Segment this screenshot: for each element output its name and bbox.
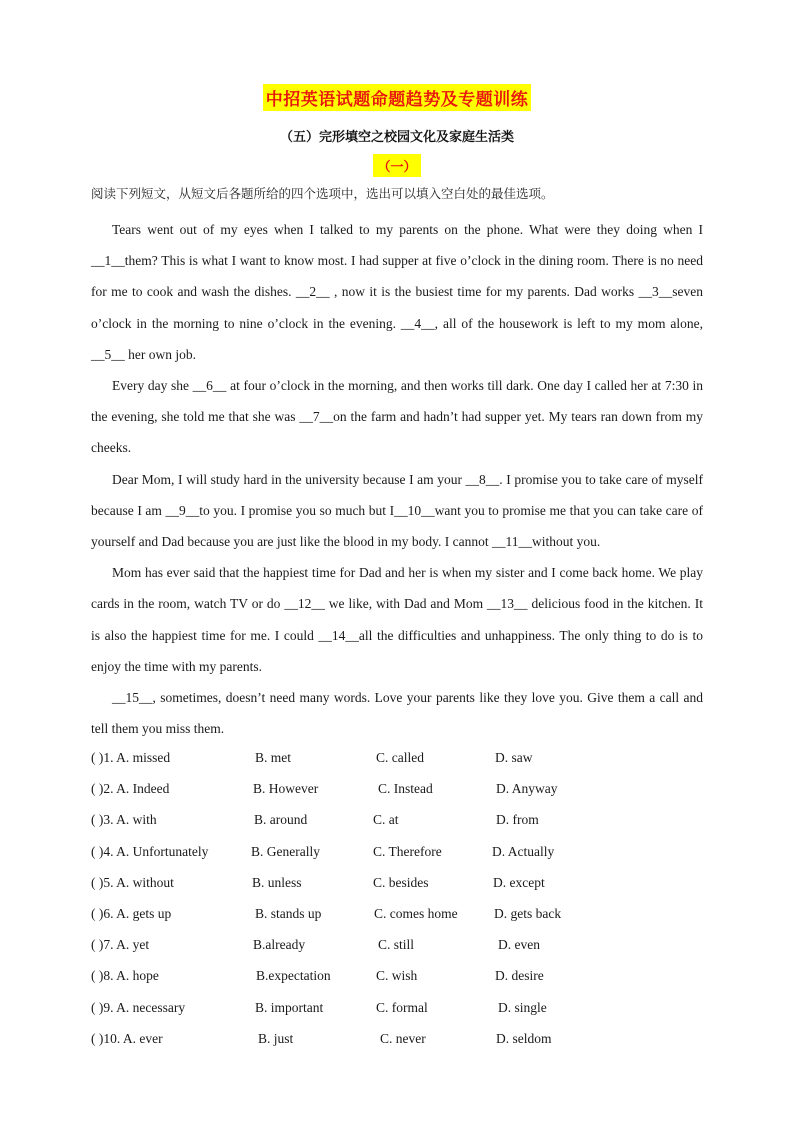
question-option-b: B. Generally	[251, 843, 320, 859]
question-option-a: ( )4. A. Unfortunately	[91, 843, 209, 859]
passage-paragraph: Dear Mom, I will study hard in the university because I am your __8__. I promise you to take care of myself because I am __9__to you. I promise you so much but I__10__want you to promise me that you can take care of yourself and Dad because you are just like the blood in my body. I cannot __11__without you.	[91, 471, 703, 550]
passage	[91, 214, 703, 744]
question-option-c: C. Instead	[378, 781, 433, 797]
question-option-a: ( )8. A. hope	[91, 968, 159, 984]
question-row	[91, 744, 711, 775]
question-row	[91, 806, 711, 837]
question-option-c: C. formal	[376, 999, 428, 1015]
question-option-d: D. Anyway	[496, 781, 558, 797]
question-option-b: B.expectation	[256, 968, 331, 984]
question-option-b: B. important	[255, 999, 324, 1015]
question-option-c: C. still	[378, 937, 415, 953]
question-option-a: ( )2. A. Indeed	[91, 781, 170, 797]
question-option-c: C. besides	[373, 874, 429, 890]
question-row	[91, 775, 711, 806]
question-row	[91, 931, 711, 962]
question-option-d: D. Actually	[492, 843, 555, 859]
question-row	[91, 869, 711, 900]
instruction-text: 阅读下列短文，从短文后各题所给的四个选项中，选出可以填入空白处的最佳选项。	[91, 186, 554, 201]
question-option-b: B. met	[255, 750, 291, 765]
document-subtitle: （五）完形填空之校园文化及家庭生活类	[279, 130, 514, 145]
question-option-d: D. gets back	[494, 905, 562, 921]
question-option-a: ( )3. A. with	[91, 812, 157, 828]
question-option-b: B. just	[258, 1030, 294, 1046]
question-option-d: D. from	[496, 812, 539, 828]
subtitle-block	[0, 126, 794, 146]
passage-paragraph: Tears went out of my eyes when I talked to my parents on the phone. What were they doing when I __1__them? This is what I want to know most. I had supper at five o’clock in the dining room. There is no need for me to cook and wash the dishes. __2__ , now it is the busiest time for my parents. Dad works __3__seven o’clock in the morning to nine o’clock in the evening. __4__, all of the housework is left to my mom alone, __5__ her own job.	[91, 222, 703, 362]
question-option-d: D. except	[493, 874, 545, 890]
section-label: （一）	[373, 154, 420, 177]
question-row	[91, 1025, 711, 1056]
question-option-b: B. unless	[252, 874, 302, 890]
question-option-b: B. However	[253, 781, 319, 797]
question-option-c: C. comes home	[374, 905, 458, 921]
question-option-c: C. wish	[376, 968, 418, 984]
passage-paragraph: __15__, sometimes, doesn’t need many words. Love your parents like they love you. Give them a call and tell them you miss them.	[91, 690, 703, 737]
question-list	[91, 744, 711, 1056]
question-option-c: C. at	[373, 812, 399, 828]
question-option-d: D. seldom	[496, 1030, 552, 1046]
title-block	[0, 84, 794, 111]
question-option-b: B. around	[254, 812, 308, 828]
question-row	[91, 838, 711, 869]
question-option-b: B.already	[253, 937, 306, 953]
question-option-d: D. saw	[495, 750, 533, 765]
question-option-d: D. even	[498, 937, 540, 953]
question-option-d: D. single	[498, 999, 547, 1015]
question-option-a: ( )5. A. without	[91, 874, 174, 890]
question-option-a: ( )10. A. ever	[91, 1030, 163, 1046]
question-option-a: ( )7. A. yet	[91, 937, 150, 953]
question-row	[91, 962, 711, 993]
question-row	[91, 900, 711, 931]
question-option-c: C. called	[376, 750, 424, 765]
question-option-d: D. desire	[495, 968, 544, 984]
passage-paragraph: Every day she __6__ at four o’clock in the morning, and then works till dark. One day I called her at 7:30 in the evening, she told me that she was __7__on the farm and hadn’t had supper yet. My tears ran down from my cheeks.	[91, 378, 703, 456]
question-option-a: ( )1. A. missed	[91, 750, 171, 765]
passage-paragraph: Mom has ever said that the happiest time for Dad and her is when my sister and I come back home. We play cards in the room, watch TV or do __12__ we like, with Dad and Mom __13__ delicious food in the kitchen. It is also the happiest time for me. I could __14__all the difficulties and unhappiness. The only thing to do is to enjoy the time with my parents.	[91, 565, 703, 674]
question-row	[91, 994, 711, 1025]
question-option-c: C. Therefore	[373, 843, 442, 859]
question-option-a: ( )9. A. necessary	[91, 999, 186, 1015]
document-title: 中招英语试题命题趋势及专题训练	[263, 84, 532, 111]
question-option-a: ( )6. A. gets up	[91, 905, 172, 921]
question-option-b: B. stands up	[255, 905, 322, 921]
question-option-c: C. never	[380, 1030, 426, 1046]
section-block	[0, 154, 794, 177]
